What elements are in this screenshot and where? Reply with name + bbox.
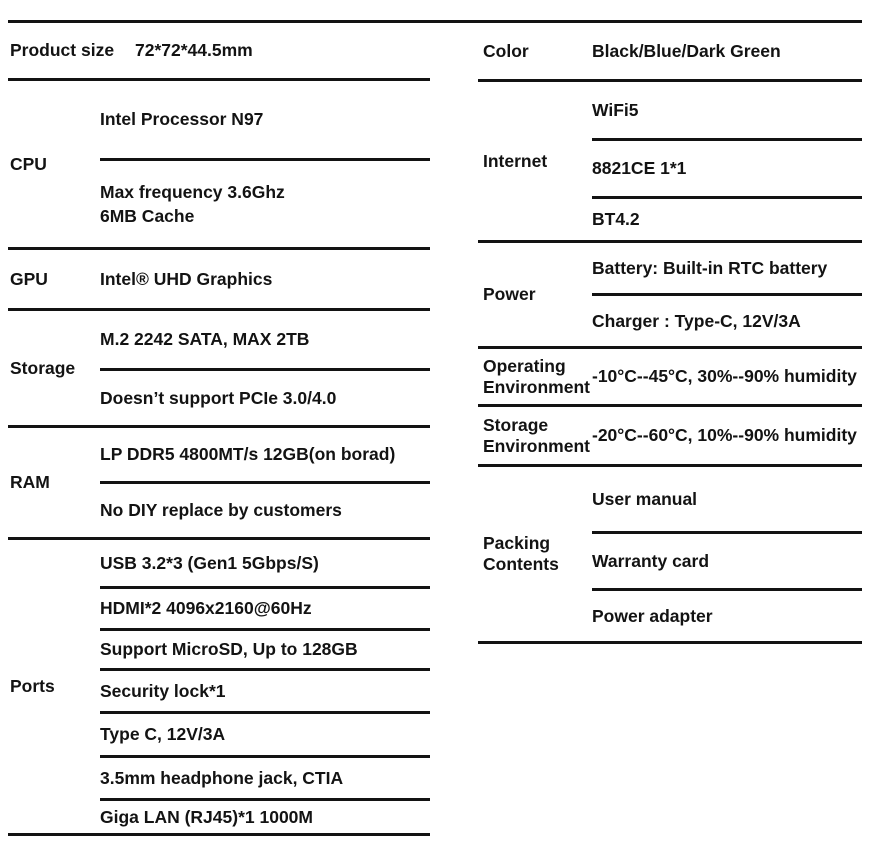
spec-value: No DIY replace by customers xyxy=(100,481,430,537)
spec-value: Support MicroSD, Up to 128GB xyxy=(100,628,430,668)
spec-values xyxy=(592,467,862,641)
spec-value: User manual xyxy=(592,488,698,509)
spec-value: M.2 2242 SATA, MAX 2TB xyxy=(100,329,310,350)
spec-row-operating-environment xyxy=(478,349,862,407)
spec-value: Intel Processor N97 xyxy=(100,109,264,130)
spec-row-storage-environment xyxy=(478,407,862,467)
spec-values xyxy=(592,243,862,346)
spec-values xyxy=(100,540,430,833)
spec-values xyxy=(100,81,430,247)
spec-value: Giga LAN (RJ45)*1 1000M xyxy=(100,798,430,833)
spec-value: USB 3.2*3 (Gen1 5Gbps/S) xyxy=(100,552,319,573)
spec-row-ram xyxy=(8,428,430,540)
spec-value: Battery: Built-in RTC battery xyxy=(592,257,828,278)
spec-value: -10°C--45°C, 30%--90% humidity xyxy=(592,366,857,387)
spec-row-internet xyxy=(478,82,862,243)
spec-table-left-column xyxy=(8,23,430,836)
spec-label-operating-environment: Operating Environment xyxy=(483,355,590,397)
spec-value: BT4.2 xyxy=(592,196,862,240)
spec-row-ports xyxy=(8,540,430,836)
spec-row-cpu xyxy=(8,81,430,250)
spec-value: Max frequency 3.6Ghz 6MB Cache xyxy=(100,158,430,247)
spec-label-ram: RAM xyxy=(10,472,50,493)
spec-values xyxy=(592,82,862,240)
spec-values xyxy=(100,250,430,308)
spec-label-ports: Ports xyxy=(10,676,55,697)
spec-label-storage-environment: Storage Environment xyxy=(483,414,590,456)
spec-values xyxy=(100,311,430,425)
spec-values xyxy=(592,23,862,79)
spec-table-right-column xyxy=(478,23,862,644)
spec-row-product-size xyxy=(8,23,430,81)
spec-value: 8821CE 1*1 xyxy=(592,138,862,196)
spec-label-power: Power xyxy=(483,284,536,305)
spec-value: Intel® UHD Graphics xyxy=(100,268,273,289)
spec-label-packing-contents: Packing Contents xyxy=(483,533,559,574)
spec-row-packing-contents xyxy=(478,467,862,644)
spec-label-internet: Internet xyxy=(483,150,548,171)
spec-row-gpu xyxy=(8,250,430,311)
spec-value: Security lock*1 xyxy=(100,668,430,711)
spec-value: Warranty card xyxy=(592,531,862,588)
spec-value: LP DDR5 4800MT/s 12GB(on borad) xyxy=(100,444,396,465)
spec-value: Black/Blue/Dark Green xyxy=(592,40,781,61)
spec-value: Type C, 12V/3A xyxy=(100,711,430,755)
spec-values xyxy=(592,407,862,464)
spec-label-product-size: Product size xyxy=(10,40,115,61)
spec-row-color xyxy=(478,23,862,82)
spec-values xyxy=(135,23,430,78)
spec-value: 3.5mm headphone jack, CTIA xyxy=(100,755,430,798)
spec-label-color: Color xyxy=(483,40,529,61)
spec-label-gpu: GPU xyxy=(10,268,48,289)
spec-value: 72*72*44.5mm xyxy=(135,40,253,61)
spec-value: WiFi5 xyxy=(592,99,639,120)
spec-label-storage: Storage xyxy=(10,357,76,378)
spec-row-power xyxy=(478,243,862,349)
spec-values xyxy=(592,349,862,404)
spec-value: Charger : Type-C, 12V/3A xyxy=(592,293,862,346)
spec-value: HDMI*2 4096x2160@60Hz xyxy=(100,586,430,628)
spec-value: Doesn’t support PCIe 3.0/4.0 xyxy=(100,368,430,425)
spec-values xyxy=(100,428,430,537)
spec-label-cpu: CPU xyxy=(10,153,47,174)
spec-value: Power adapter xyxy=(592,588,862,641)
spec-value: -20°C--60°C, 10%--90% humidity xyxy=(592,425,857,446)
spec-row-storage xyxy=(8,311,430,428)
